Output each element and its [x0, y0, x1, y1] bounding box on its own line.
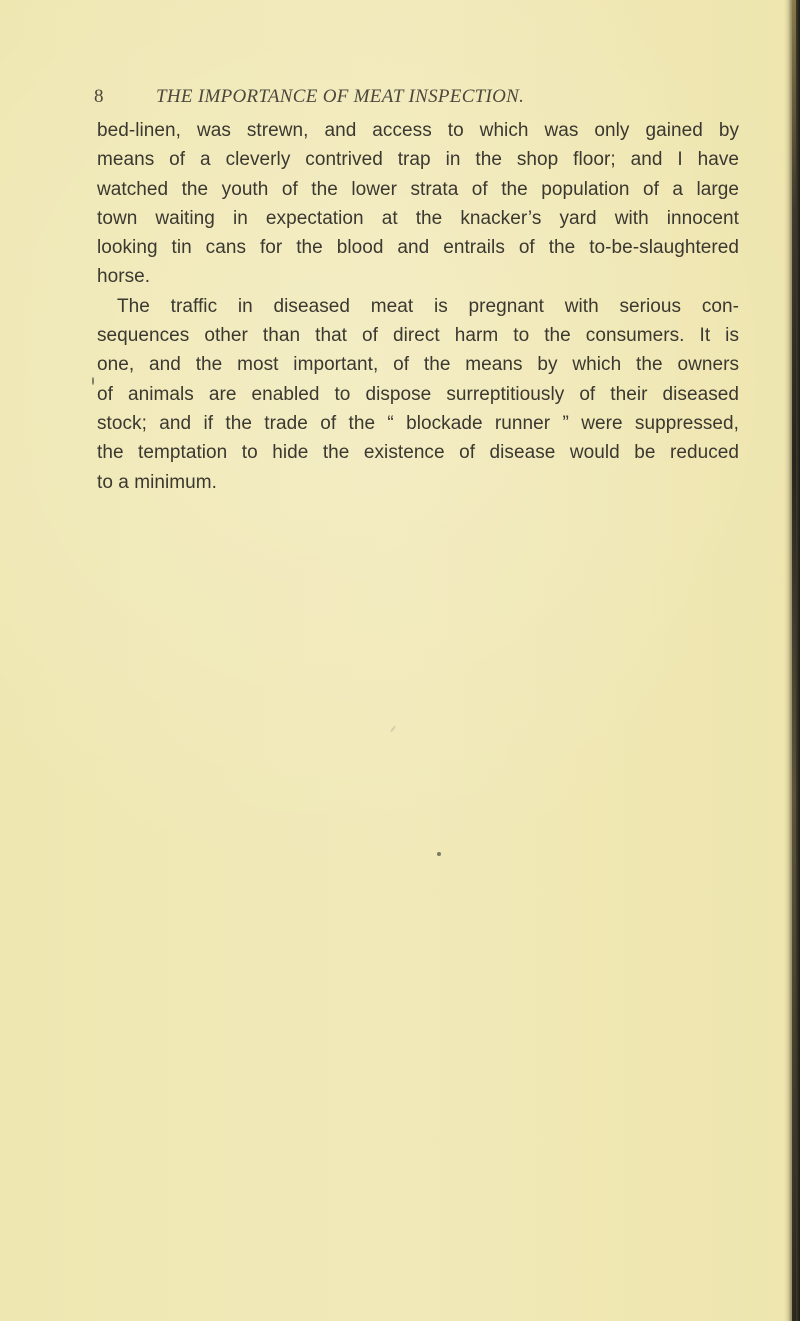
- text-line: watched the youth of the lower strata of the population of a large: [97, 178, 739, 200]
- text-line: town waiting in expectation at the knacker’s yard with innocent: [97, 207, 739, 229]
- paper-speck: [437, 852, 441, 856]
- running-head: THE IMPORTANCE OF MEAT INSPECTION.: [156, 86, 525, 107]
- page-header: [94, 86, 714, 108]
- body-text: [97, 116, 739, 497]
- text-line: of animals are enabled to dispose surreptitiously of their diseased: [97, 383, 739, 405]
- page-number: 8: [94, 86, 104, 107]
- paper-speck: [92, 377, 94, 385]
- text-line: looking tin cans for the blood and entrails of the to-be-slaughtered: [97, 237, 739, 259]
- paper-mark: [390, 725, 397, 733]
- paragraph-start-line: The traffic in diseased meat is pregnant with serious con-: [117, 295, 739, 317]
- text-line: to a minimum.: [97, 471, 217, 493]
- text-line: bed-linen, was strewn, and access to which was only gained by: [97, 120, 739, 141]
- text-line: horse.: [97, 266, 151, 288]
- text-line: stock; and if the trade of the “ blockade runner ” were suppressed,: [97, 412, 739, 434]
- text-line: the temptation to hide the existence of disease would be reduced: [97, 442, 739, 464]
- text-line: one, and the most important, of the means by which the owners: [97, 354, 739, 376]
- text-line: sequences other than that of direct harm to the consumers. It is: [97, 325, 739, 347]
- text-line: means of a cleverly contrived trap in the shop floor; and I have: [97, 149, 739, 171]
- page-edge-binding: [792, 0, 796, 1321]
